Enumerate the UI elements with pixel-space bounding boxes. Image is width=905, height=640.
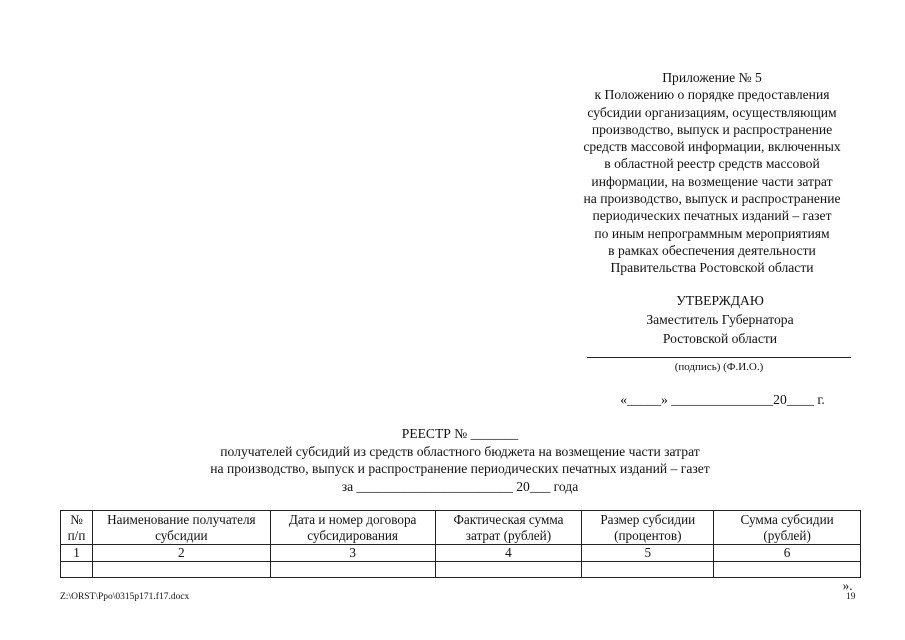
appendix-line: средств массовой информации, включенных xyxy=(583,139,841,155)
table-cell xyxy=(61,562,93,578)
appendix-block xyxy=(562,69,862,277)
table-cell xyxy=(435,562,582,578)
registry-table xyxy=(60,510,861,594)
column-number: 6 xyxy=(714,545,861,562)
column-number: 4 xyxy=(435,545,582,562)
column-header: Дата и номер договора субсидирования xyxy=(270,511,435,545)
appendix-line: Правительства Ростовской области xyxy=(610,260,814,276)
table-cell xyxy=(582,562,714,578)
page-number: 19 xyxy=(846,592,856,602)
table-cell xyxy=(92,562,270,578)
column-number-row xyxy=(61,545,861,562)
table-header-row xyxy=(61,511,861,545)
column-header: № п/п xyxy=(61,511,93,545)
approval-date-line: «_____» _______________20____ г. xyxy=(620,392,825,407)
column-number: 1 xyxy=(61,545,93,562)
closing-mark: ». xyxy=(61,578,861,595)
approval-block xyxy=(585,291,855,348)
column-header: Наименование получателя субсидии xyxy=(92,511,270,545)
appendix-line: к Положению о порядке предоставления xyxy=(594,87,830,103)
signature-caption: (подпись) (Ф.И.О.) xyxy=(674,361,764,373)
registry-title: РЕЕСТР № _______ xyxy=(401,426,519,441)
footer-file-path: Z:\ORST\Ppo\0315p171.f17.docx xyxy=(60,592,190,602)
appendix-line: в рамках обеспечения деятельности xyxy=(608,242,816,258)
table-cell xyxy=(714,562,861,578)
appendix-line: производство, выпуск и распространение xyxy=(591,121,833,137)
column-number: 2 xyxy=(92,545,270,562)
appendix-line: на производство, выпуск и распространение xyxy=(583,191,841,207)
appendix-line: по иным непрограммным мероприятиям xyxy=(594,225,830,241)
registry-subtitle: на производство, выпуск и распространение периодических печатных изданий – газет xyxy=(210,461,710,476)
approval-title: УТВЕРЖДАЮ xyxy=(676,293,764,308)
appendix-line: в областной реестр средств массовой xyxy=(604,156,820,172)
column-number: 5 xyxy=(582,545,714,562)
table-row xyxy=(61,562,861,578)
column-header: Размер субсидии (процентов) xyxy=(582,511,714,545)
registry-subtitle: получателей субсидий из средств областного бюджета на возмещение части затрат xyxy=(220,443,700,459)
column-header: Фактическая сумма затрат (рублей) xyxy=(435,511,582,545)
approval-position: Заместитель Губернатора xyxy=(646,312,794,327)
column-header: Сумма субсидии (рублей) xyxy=(714,511,861,545)
appendix-line: Приложение № 5 xyxy=(662,70,762,85)
registry-period: за _______________________ 20___ года xyxy=(341,478,579,494)
appendix-line: периодических печатных изданий – газет xyxy=(592,208,832,224)
appendix-line: информации, на возмещение части затрат xyxy=(591,173,833,189)
registry-heading xyxy=(60,425,860,495)
signature-line xyxy=(587,357,851,358)
approval-region: Ростовской области xyxy=(662,331,778,346)
appendix-line: субсидии организациям, осуществляющим xyxy=(587,104,837,120)
column-number: 3 xyxy=(270,545,435,562)
table-cell xyxy=(270,562,435,578)
